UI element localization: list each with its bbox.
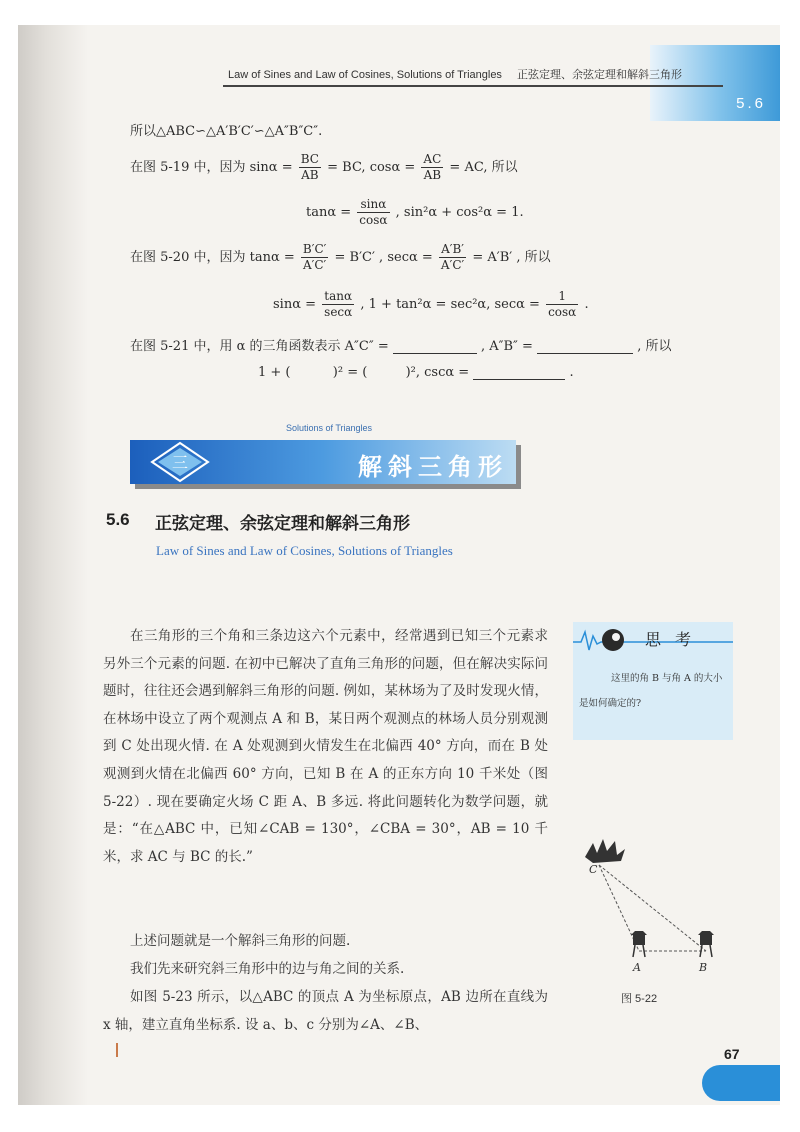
intro-line-2-pre: 在图 5-19 中，因为 sinα = [130,160,293,175]
intro-line-4-mid: = B′C′ , secα = [334,250,433,265]
intro-line-3-pre: tanα = [306,205,352,220]
banner-badge-icon [148,441,212,483]
body-paragraph-1: 在三角形的三个角和三条边这六个元素中，经常遇到已知三个元素求另外三个元素的问题. 在初中已解决了直角三角形的问题，但在解决实际问题时，往往还会遇到解斜三角形的问题. 例如，某林场为了及时发现火情，在林场中设立了两个观测点 A 和 B，某日两个观测点的林场人员分别观测到 C 处出现火情. 在 A 处观测到火情发生在北偏西 40° 方向，而在 B 处观测到火情在北偏西 60° 方向，已知 B 在 A 的正东方向 10 千米处（图 5-22）. 现在要确定火场 C 距 A、B 多远. 将此问题转化为数学问题，就是：“在△ABC 中，已知∠CAB = 130°，∠CBA = 30°，AB = 10 千米，求 AC 与 BC 的长.” [103,628,548,865]
section-number: 5.6 [106,510,130,529]
fraction [301,242,328,273]
intro-line-6-post: , 所以 [637,339,672,354]
think-sidebar-title: 思考 [645,630,706,649]
section-title: 正弦定理、余弦定理和解斜三角形 [155,514,410,534]
page-number: 67 [724,1046,740,1062]
fraction [357,197,389,228]
body-paragraph-4: 如图 5-23 所示，以△ABC 的顶点 A 为坐标原点，AB 边所在直线为 x 轴，建立直角坐标系. 设 a、b、c 分别为∠A、∠B、 [103,989,548,1033]
fraction-numerator: AC [423,152,442,166]
figure-5-22 [573,835,723,985]
fraction-denominator: cosα [359,213,388,227]
running-header-chinese: 正弦定理、余弦定理和解斜三角形 [517,69,682,81]
body-paragraph-3: 我们先来研究斜三角形中的边与角之间的关系. [130,961,405,977]
thinker-head-icon [602,629,624,651]
intro-line-4-pre: 在图 5-20 中，因为 tanα = [130,250,295,265]
intro-line-1-text: 所以△ABC∽△A′B′C′∽△A″B″C″. [130,124,323,139]
textbook-page [18,25,780,1105]
figure-caption: 图 5-22 [621,993,658,1005]
fraction-numerator: B′C′ [302,242,327,256]
intro-line-2-post: = AC, 所以 [449,160,518,175]
watchtower-a-icon [631,931,647,957]
running-header [228,66,694,82]
page-corner-tab [702,1065,780,1101]
chapter-tab [650,45,780,121]
intro-line-4 [130,242,551,273]
think-sidebar [573,622,733,740]
segment-cb [599,865,706,951]
intro-line-4-post: = A′B′ , 所以 [472,250,551,265]
fraction-denominator: cosα [548,305,577,319]
figure-label-a: A [633,961,641,974]
fraction [546,289,578,320]
intro-line-6 [130,335,672,354]
figure-label-b: B [699,961,708,974]
page-spine-shadow [18,25,88,1105]
fraction [322,289,354,320]
answer-blank[interactable] [537,341,633,354]
section-english-title: Law of Sines and Law of Cosines, Solutions of Triangles [156,543,453,558]
fraction-denominator: AB [301,168,319,182]
fraction-numerator: sinα [357,197,389,213]
intro-line-5-mid: , 1 + tan²α = sec²α, secα = [360,297,540,312]
intro-line-6-pre: 在图 5-21 中，用 α 的三角函数表示 A″C″ = [130,339,389,354]
intro-line-1 [130,120,322,139]
fraction [299,152,321,183]
intro-line-5 [273,289,589,320]
banner-subtitle: Solutions of Triangles [286,423,373,433]
chapter-tab-label: 5.6 [736,95,766,112]
page-mark [116,1043,118,1057]
intro-line-6-mid: , A″B″ = [481,339,533,354]
body-paragraph-2: 上述问题就是一个解斜三角形的问题. [130,933,351,949]
figure-label-c: C [589,863,598,876]
fraction-denominator: secα [324,305,353,319]
intro-line-3-post: , sin²α + cos²α = 1. [395,205,524,220]
header-rule [223,85,723,87]
intro-line-7-post: . [569,365,574,380]
fraction [439,242,466,273]
banner-badge-label: 三 [171,453,189,472]
fraction-numerator: tanα [322,289,354,305]
fire-icon [585,839,625,863]
intro-line-7-pre: 1 + ( [258,365,291,380]
intro-line-5-pre: sinα = [273,297,317,312]
intro-line-2 [130,152,518,183]
fraction-denominator: AB [423,168,442,182]
intro-line-5-post: . [584,297,589,312]
watchtower-b-icon [698,931,714,957]
intro-line-3 [306,197,524,228]
answer-blank[interactable] [473,367,565,380]
banner-title: 解斜三角形 [358,453,508,481]
intro-line-7-mid1: )² = ( [332,365,368,380]
intro-line-7 [258,365,574,380]
section-banner [130,440,516,484]
fraction-denominator: A′C′ [440,258,465,272]
fraction-numerator: BC [300,152,319,166]
fraction [421,152,443,183]
think-sidebar-text: 这里的角 B 与角 A 的大小是如何确定的? [579,673,723,709]
running-header-english: Law of Sines and Law of Cosines, Solutions of Triangles [228,69,502,81]
intro-line-2-mid: = BC, cosα = [327,160,416,175]
fraction-denominator: A′C′ [302,258,327,272]
fraction-numerator: A′B′ [439,242,466,258]
fraction-numerator: 1 [546,289,578,305]
answer-blank[interactable] [393,341,477,354]
intro-line-7-mid2: )², cscα = [405,365,470,380]
